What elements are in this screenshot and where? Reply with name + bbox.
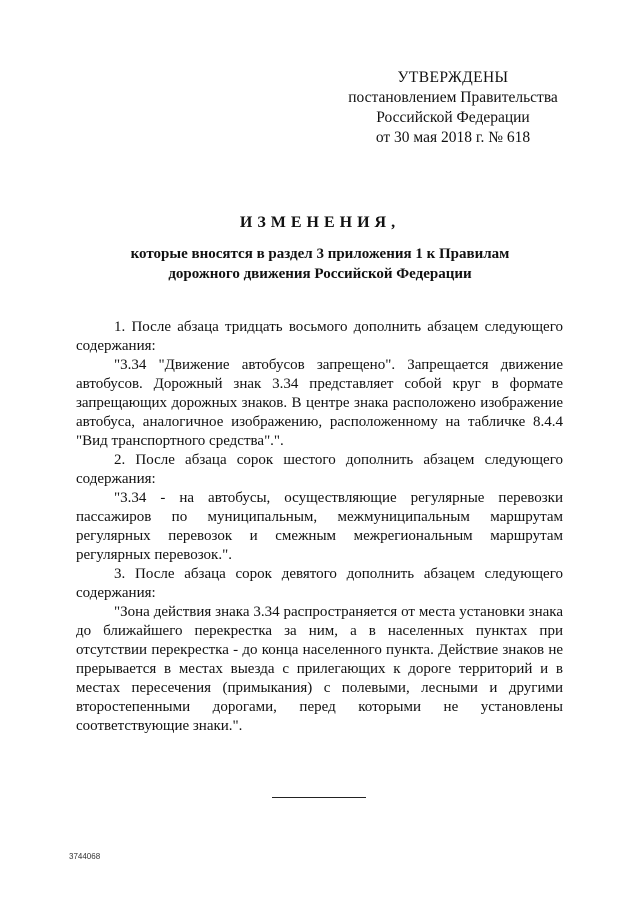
document-subtitle [70, 245, 570, 284]
document-number: 3744068 [69, 852, 101, 861]
paragraph-item-3: 3. После абзаца сорок девятого дополнить абзацем следующего содержания: [76, 566, 563, 601]
paragraph-quote-3: "Зона действия знака 3.34 распространяется от места установки знака до ближайшего перекрестка за ним, а в населенных пунктах при отсутствии перекрестка - до конца населенного пункта. Действие знаков не прерывается в местах выезда с прилегающих к дороге территорий и в местах пересечения (примыкания) с полевыми, лесными и другими второстепенными дорогами, перед которыми не установлены соответствующие знаки.". [76, 604, 563, 734]
approval-block [340, 68, 566, 148]
paragraph-quote-1: "3.34 "Движение автобусов запрещено". Запрещается движение автобусов. Дорожный знак 3.34 представляет собой круг в формате запрещающих дорожных знаков. В центре знака расположено изображение автобуса, аналогичное изображению, расположенному на табличке 8.4.4 "Вид транспортного средства".". [76, 357, 563, 449]
approval-country-line: Российской Федерации [376, 109, 530, 126]
document-subtitle-line-1: которые вносятся в раздел 3 приложения 1 к Правилам [130, 246, 510, 262]
approval-date-line: от 30 мая 2018 г. № 618 [375, 129, 531, 146]
approval-decree-line: постановлением Правительства [348, 89, 558, 106]
document-body [76, 318, 563, 736]
paragraph-item-2: 2. После абзаца сорок шестого дополнить абзацем следующего содержания: [76, 452, 563, 487]
closing-divider [272, 797, 366, 798]
paragraph-item-1: 1. После абзаца тридцать восьмого дополнить абзацем следующего содержания: [76, 319, 563, 354]
paragraph-quote-2: "3.34 - на автобусы, осуществляющие регулярные перевозки пассажиров по муниципальным, межмуниципальным маршрутам регулярных перевозок и смежным межрегиональным маршрутам регулярных перевозок.". [76, 490, 563, 563]
document-title: ИЗМЕНЕНИЯ, [239, 214, 401, 231]
approval-title: УТВЕРЖДЕНЫ [397, 69, 509, 86]
document-subtitle-line-2: дорожного движения Российской Федерации [168, 265, 472, 282]
